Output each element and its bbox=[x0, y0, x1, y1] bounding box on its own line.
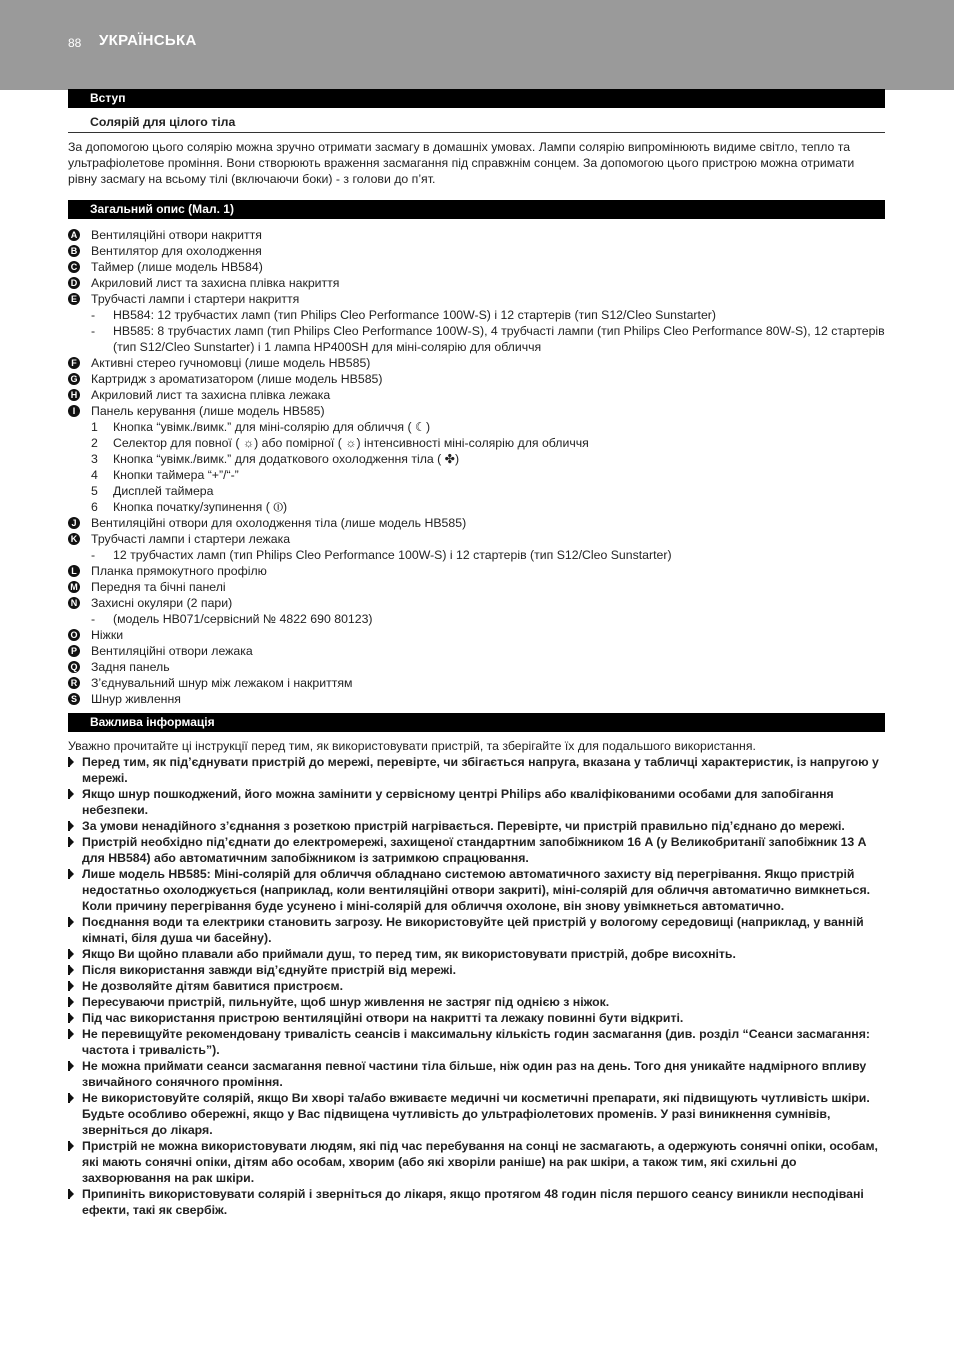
bullet-text: Припиніть використовувати солярій і зверніться до лікаря, якщо протягом 48 годин після першого сеансу виникли несподівані ефекти, такі як свербіж. bbox=[82, 1187, 864, 1217]
sub-item bbox=[68, 547, 885, 563]
numbered-item bbox=[68, 419, 885, 435]
bullet-item bbox=[68, 946, 885, 962]
bullet-arrow-icon bbox=[69, 1029, 74, 1039]
letter-badge-icon: C bbox=[68, 261, 80, 273]
item-number: 1 bbox=[91, 420, 98, 434]
important-intro: Уважно прочитайте ці інструкції перед тим, як використовувати пристрій, та зберігайте їх для подальшого використання. bbox=[68, 739, 756, 753]
letter-badge-icon: A bbox=[68, 229, 80, 241]
bullet-item bbox=[68, 786, 885, 818]
bullet-arrow-icon bbox=[69, 1141, 74, 1151]
bullet-arrow-icon bbox=[69, 789, 74, 799]
bullet-arrow-icon bbox=[69, 981, 74, 991]
list-item bbox=[68, 675, 885, 691]
bullet-item bbox=[68, 754, 885, 786]
letter-badge-icon: K bbox=[68, 533, 80, 545]
letter-badge-icon: S bbox=[68, 693, 80, 705]
list-item-text: Вентиляційні отвори накриття bbox=[91, 228, 262, 242]
letter-badge-icon: R bbox=[68, 677, 80, 689]
letter-badge-icon: E bbox=[68, 293, 80, 305]
sub-item-text: 12 трубчастих ламп (тип Philips Cleo Performance 100W-S) і 12 стартерів (тип S12/Cleo Sunstarter) bbox=[113, 548, 672, 562]
list-item bbox=[68, 291, 885, 307]
list-item bbox=[68, 387, 885, 403]
bullet-arrow-icon bbox=[69, 949, 74, 959]
bullet-item bbox=[68, 1010, 885, 1026]
letter-badge-icon: I bbox=[68, 405, 80, 417]
item-number: 4 bbox=[91, 468, 98, 482]
letter-badge-icon: B bbox=[68, 245, 80, 257]
letter-badge-icon: D bbox=[68, 277, 80, 289]
bullet-arrow-icon bbox=[69, 997, 74, 1007]
letter-badge-icon: M bbox=[68, 581, 80, 593]
numbered-item-text: Кнопки таймера “+”/“-” bbox=[113, 468, 239, 482]
list-item bbox=[68, 371, 885, 387]
list-item-text: Панель керування (лише модель HB585) bbox=[91, 404, 325, 418]
dash-marker: - bbox=[91, 308, 96, 322]
bullet-item bbox=[68, 1186, 885, 1218]
bullet-text: Не дозволяйте дітям бавитися пристроєм. bbox=[82, 979, 344, 993]
list-item bbox=[68, 691, 885, 707]
list-item-text: Вентиляційні отвори лежака bbox=[91, 644, 253, 658]
sub-item-text: (модель HB071/сервісний № 4822 690 80123) bbox=[113, 612, 373, 626]
dash-marker: - bbox=[91, 548, 96, 562]
section-bar-important: Важлива інформація bbox=[68, 713, 885, 732]
parts-list bbox=[68, 227, 885, 707]
list-item bbox=[68, 659, 885, 675]
list-item-text: Акриловий лист та захисна плівка лежака bbox=[91, 388, 331, 402]
letter-badge-icon: P bbox=[68, 645, 80, 657]
bullet-arrow-icon bbox=[69, 757, 74, 767]
letter-badge-icon: Q bbox=[68, 661, 80, 673]
sub-item bbox=[68, 323, 885, 355]
list-item-text: Планка прямокутного профілю bbox=[91, 564, 267, 578]
numbered-item-text: Дисплей таймера bbox=[113, 484, 214, 498]
bullet-item bbox=[68, 1026, 885, 1058]
list-item bbox=[68, 579, 885, 595]
bullet-item bbox=[68, 1090, 885, 1138]
bullet-item bbox=[68, 1138, 885, 1186]
list-item-text: Активні стерео гучномовці (лише модель HB585) bbox=[91, 356, 371, 370]
list-item-text: З’єднувальний шнур між лежаком і накриттям bbox=[91, 676, 353, 690]
bullet-item bbox=[68, 962, 885, 978]
list-item bbox=[68, 227, 885, 243]
list-item-text: Таймер (лише модель HB584) bbox=[91, 260, 263, 274]
list-item-text: Вентиляційні отвори для охолодження тіла (лише модель HB585) bbox=[91, 516, 467, 530]
list-item bbox=[68, 243, 885, 259]
sub-item-text: HB585: 8 трубчастих ламп (тип Philips Cleo Performance 100W-S), 4 трубчасті лампи (тип Philips Cleo Performance 80W-S), 12 стартерів (тип S12/Cleo Sunstarter) і 1 лампа HP400SH для міні-солярію для обличчя bbox=[113, 324, 885, 354]
bullet-arrow-icon bbox=[69, 1061, 74, 1071]
numbered-item-text: Кнопка “увімк./вимк.” для додаткового охолодження тіла ( ✤) bbox=[113, 452, 460, 466]
dash-marker: - bbox=[91, 612, 96, 626]
bullet-arrow-icon bbox=[69, 965, 74, 975]
letter-badge-icon: H bbox=[68, 389, 80, 401]
page-number: 88 bbox=[68, 36, 82, 50]
list-item-text: Шнур живлення bbox=[91, 692, 181, 706]
numbered-item-text: Кнопка “увімк./вимк.” для міні-солярію для обличчя ( ☾) bbox=[113, 420, 431, 434]
list-item-text: Ніжки bbox=[91, 628, 124, 642]
bullet-arrow-icon bbox=[69, 917, 74, 927]
bullet-arrow-icon bbox=[69, 1189, 74, 1199]
section-bar-intro: Вступ bbox=[68, 89, 885, 108]
letter-badge-icon: J bbox=[68, 517, 80, 529]
bullet-arrow-icon bbox=[69, 869, 74, 879]
bullet-text: Під час використання пристрою вентиляційні отвори на накритті та лежаку повинні бути відкриті. bbox=[82, 1011, 684, 1025]
bullet-text: Перед тим, як під’єднувати пристрій до мережі, перевірте, чи збігається напруга, вказана у табличці характеристик, із напругою у мережі. bbox=[82, 755, 879, 785]
list-item bbox=[68, 259, 885, 275]
bullet-text: Не перевищуйте рекомендовану тривалість сеансів і максимальну кількість годин засмагання (див. розділ “Сеанси засмагання: частота і тривалість”). bbox=[82, 1027, 870, 1057]
list-item-text: Задня панель bbox=[91, 660, 170, 674]
sub-item bbox=[68, 307, 885, 323]
bullet-item bbox=[68, 914, 885, 946]
list-item bbox=[68, 403, 885, 419]
page-content bbox=[68, 89, 885, 1218]
list-item-text: Вентилятор для охолодження bbox=[91, 244, 262, 258]
list-item-text: Захисні окуляри (2 пари) bbox=[91, 596, 233, 610]
item-number: 6 bbox=[91, 500, 98, 514]
list-item bbox=[68, 595, 885, 611]
bullet-item bbox=[68, 834, 885, 866]
letter-badge-icon: F bbox=[68, 357, 80, 369]
bullet-text: За умови ненадійного з’єднання з розеткою пристрій нагрівається. Перевірте, чи пристрій правильно під’єднано до мережі. bbox=[82, 819, 845, 833]
numbered-item-text: Селектор для повної ( ☼) або помірної ( ☼) інтенсивності міні-солярію для обличчя bbox=[113, 436, 589, 450]
intro-paragraph: За допомогою цього солярію можна зручно отримати засмагу в домашніх умовах. Лампи солярію випромінюють видиме світло, тепло та ультрафіолетове проміння. Вони створюють враження засмагання під справжнім сонцем. За допомогою цього пристрою можна отримати рівну засмагу на всьому тілі (включаючи боки) - з голови до п’ят. bbox=[68, 140, 855, 186]
bullet-arrow-icon bbox=[69, 837, 74, 847]
letter-badge-icon: O bbox=[68, 629, 80, 641]
bullet-arrow-icon bbox=[69, 1013, 74, 1023]
item-number: 5 bbox=[91, 484, 98, 498]
numbered-item bbox=[68, 451, 885, 467]
bullet-arrow-icon bbox=[69, 1093, 74, 1103]
bullet-text: Пересуваючи пристрій, пильнуйте, щоб шнур живлення не застряг під однією з ніжок. bbox=[82, 995, 610, 1009]
subsection-title: Солярій для цілого тіла bbox=[68, 114, 885, 133]
numbered-item-text: Кнопка початку/зупинення ( ⏼) bbox=[113, 500, 288, 514]
list-item bbox=[68, 275, 885, 291]
bullet-text: Поєднання води та електрики становить загрозу. Не використовуйте цей пристрій у вологому середовищі (наприклад, у ванній кімнаті, біля душа чи басейну). bbox=[82, 915, 864, 945]
section-bar-description: Загальний опис (Мал. 1) bbox=[68, 200, 885, 219]
letter-badge-icon: L bbox=[68, 565, 80, 577]
bullet-text: Якщо Ви щойно плавали або приймали душ, то перед тим, як використовувати пристрій, добре висохніть. bbox=[82, 947, 736, 961]
list-item bbox=[68, 531, 885, 547]
dash-marker: - bbox=[91, 324, 96, 338]
bullet-text: Не використовуйте солярій, якщо Ви хворі та/або вживаєте медичні чи косметичні препарати, які підвищують чутливість шкіри. Будьте особливо обережні, якщо у Вас підвищена чутливість до ультрафіолетових променів. У разі виникнення сумнівів, зверніться до лікаря. bbox=[82, 1091, 870, 1137]
sub-item-text: HB584: 12 трубчастих ламп (тип Philips Cleo Performance 100W-S) і 12 стартерів (тип S12/Cleo Sunstarter) bbox=[113, 308, 716, 322]
list-item-text: Передня та бічні панелі bbox=[91, 580, 226, 594]
list-item-text: Трубчасті лампи і стартери накриття bbox=[91, 292, 300, 306]
bullet-item bbox=[68, 1058, 885, 1090]
language-title: УКРАЇНСЬКА bbox=[99, 32, 197, 49]
list-item bbox=[68, 515, 885, 531]
item-number: 2 bbox=[91, 436, 98, 450]
bullet-item bbox=[68, 978, 885, 994]
important-bullets bbox=[68, 754, 885, 1218]
bullet-item bbox=[68, 994, 885, 1010]
bullet-text: Не можна приймати сеанси засмагання певної частини тіла більше, ніж один раз на день. Того дня уникайте надмірного впливу звичайного сонячного проміння. bbox=[82, 1059, 867, 1089]
header-band bbox=[0, 0, 954, 90]
list-item bbox=[68, 355, 885, 371]
bullet-text: Якщо шнур пошкоджений, його можна замінити у сервісному центрі Philips або кваліфікованими особами для запобігання небезпеки. bbox=[82, 787, 834, 817]
numbered-item bbox=[68, 499, 885, 515]
list-item-text: Акриловий лист та захисна плівка накриття bbox=[91, 276, 340, 290]
bullet-text: Пристрій не можна використовувати людям, які під час перебування на сонці не засмагають, а одержують сонячні опіки, особам, які мають сонячні опіки, дітям або особам, хворим (або які хворіли раніше) на рак шкіри, а також тим, які схильні до захворювання на рак шкіри. bbox=[82, 1139, 878, 1185]
bullet-text: Лише модель HB585: Міні-солярій для обличчя обладнано системою автоматичного захисту від перегрівання. Якщо пристрій недостатньо охолоджується (наприклад, коли вентиляційні отвори закриті), міні-солярій для обличчя автоматично вимкнеться. Коли причину перегрівання буде усунено і міні-солярій для обличчя охолоне, він знову увімкнеться автоматично. bbox=[82, 867, 871, 913]
bullet-arrow-icon bbox=[69, 821, 74, 831]
bullet-item bbox=[68, 818, 885, 834]
letter-badge-icon: G bbox=[68, 373, 80, 385]
list-item-text: Трубчасті лампи і стартери лежака bbox=[91, 532, 291, 546]
numbered-item bbox=[68, 483, 885, 499]
numbered-item bbox=[68, 435, 885, 451]
bullet-text: Пристрій необхідно під’єднати до електромережі, захищеної стандартним запобіжником 16 A (у Великобританії запобіжник 13 A для HB584) або автоматичним запобіжником із затримкою спрацювання. bbox=[82, 835, 867, 865]
numbered-item bbox=[68, 467, 885, 483]
sub-item bbox=[68, 611, 885, 627]
letter-badge-icon: N bbox=[68, 597, 80, 609]
bullet-item bbox=[68, 866, 885, 914]
list-item bbox=[68, 643, 885, 659]
list-item bbox=[68, 627, 885, 643]
item-number: 3 bbox=[91, 452, 98, 466]
list-item bbox=[68, 563, 885, 579]
list-item-text: Картридж з ароматизатором (лише модель HB585) bbox=[91, 372, 383, 386]
bullet-text: Після використання завжди від’єднуйте пристрій від мережі. bbox=[82, 963, 457, 977]
